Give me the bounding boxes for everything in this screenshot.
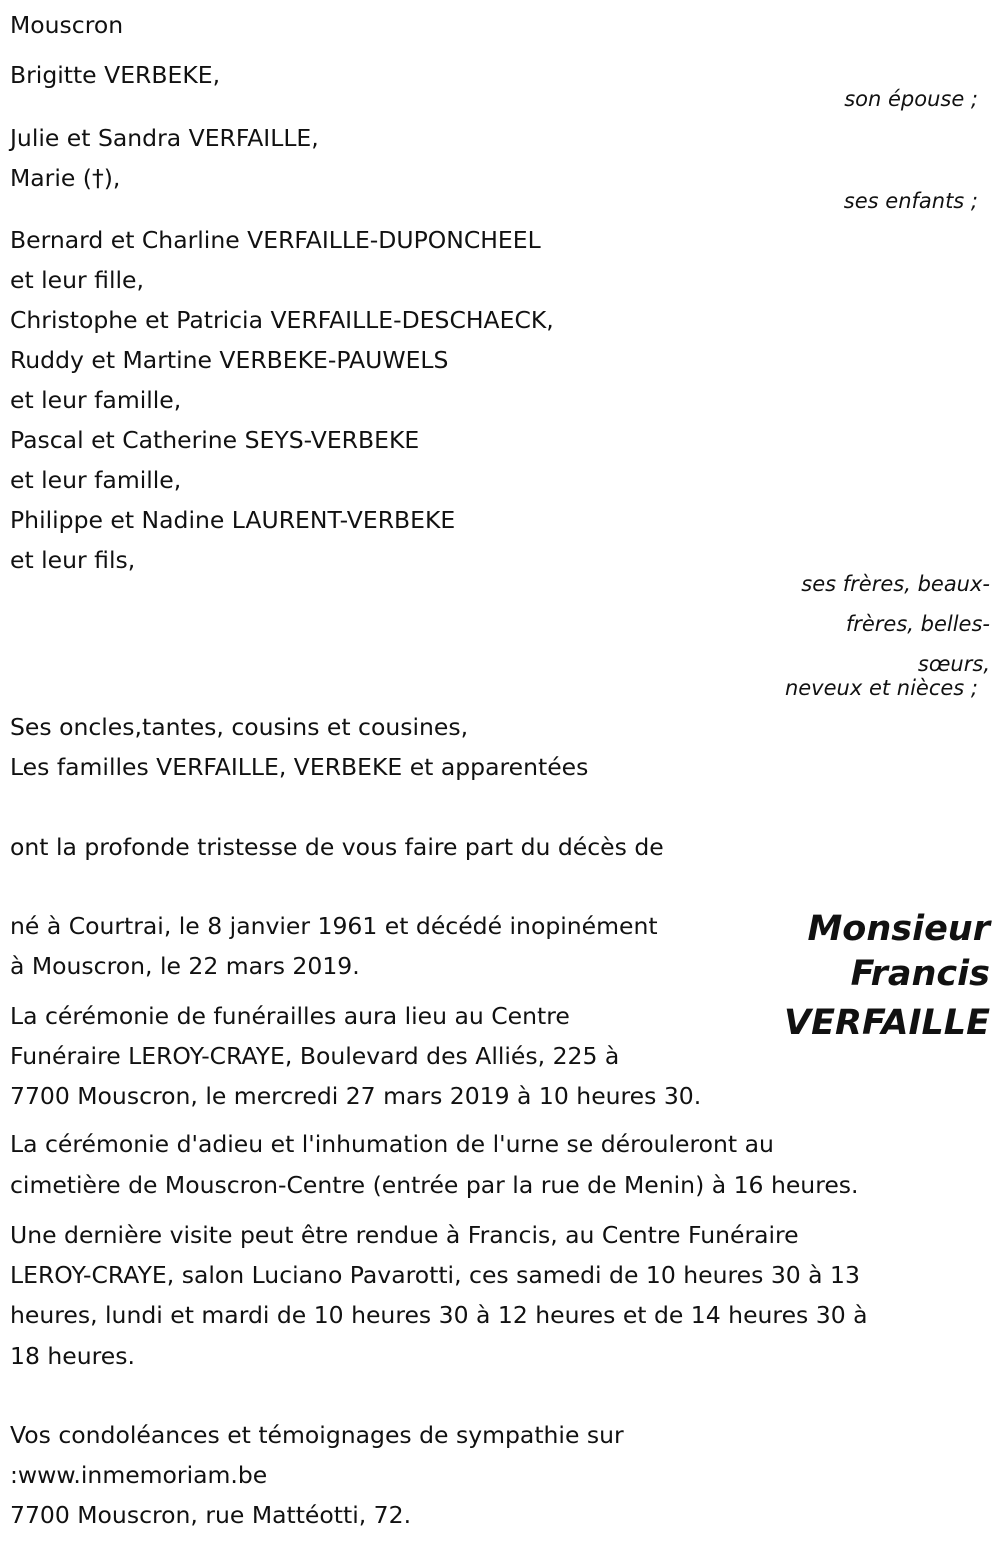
sibling-line: Bernard et Charline VERFAILLE-DUPONCHEEL	[10, 226, 541, 254]
sibling-line: Christophe et Patricia VERFAILLE-DESCHAECK,	[10, 306, 554, 334]
siblings-role: ses frères, beaux-	[801, 572, 990, 596]
condolences-line: Vos condoléances et témoignages de sympathie sur	[10, 1421, 624, 1449]
siblings-role: frères, belles-	[845, 612, 990, 636]
birth-line: à Mouscron, le 22 mars 2019.	[10, 952, 360, 980]
spouse-name: Brigitte VERBEKE,	[10, 61, 221, 89]
deceased-last-name: VERFAILLE	[784, 1003, 990, 1043]
spouse-role: son épouse ;	[844, 87, 978, 111]
siblings-role: sœurs,	[917, 652, 990, 676]
children-line: Marie (†),	[10, 164, 121, 192]
children-role: ses enfants ;	[843, 189, 978, 213]
announcement: ont la profonde tristesse de vous faire part du décès de	[10, 833, 664, 861]
ceremony-line: Funéraire LEROY-CRAYE, Boulevard des Alliés, 225 à	[10, 1042, 620, 1070]
sibling-line: Pascal et Catherine SEYS-VERBEKE	[10, 426, 420, 454]
burial-line: La cérémonie d'adieu et l'inhumation de l'urne se dérouleront au	[10, 1130, 774, 1158]
extended-line: Les familles VERFAILLE, VERBEKE et apparentées	[10, 753, 589, 781]
sibling-line: et leur fille,	[10, 266, 144, 294]
visit-line: LEROY-CRAYE, salon Luciano Pavarotti, ces samedi de 10 heures 30 à 13	[10, 1261, 860, 1289]
visit-line: heures, lundi et mardi de 10 heures 30 à 12 heures et de 14 heures 30 à	[10, 1301, 868, 1329]
condolences-website[interactable]: :www.inmemoriam.be	[10, 1461, 268, 1489]
children-line: Julie et Sandra VERFAILLE,	[10, 124, 319, 152]
ceremony-line: 7700 Mouscron, le mercredi 27 mars 2019 à 10 heures 30.	[10, 1082, 702, 1110]
birth-line: né à Courtrai, le 8 janvier 1961 et décédé inopinément	[10, 912, 658, 940]
location: Mouscron	[10, 11, 124, 39]
extended-line: Ses oncles,tantes, cousins et cousines,	[10, 713, 469, 741]
sibling-line: Philippe et Nadine LAURENT-VERBEKE	[10, 506, 456, 534]
sibling-line: et leur fils,	[10, 546, 136, 574]
sibling-line: et leur famille,	[10, 466, 182, 494]
siblings-role: neveux et nièces ;	[784, 676, 978, 700]
deceased-title: Monsieur	[807, 909, 990, 949]
sibling-line: Ruddy et Martine VERBEKE-PAUWELS	[10, 346, 449, 374]
burial-line: cimetière de Mouscron-Centre (entrée par la rue de Menin) à 16 heures.	[10, 1171, 859, 1199]
visit-line: Une dernière visite peut être rendue à Francis, au Centre Funéraire	[10, 1221, 799, 1249]
ceremony-line: La cérémonie de funérailles aura lieu au Centre	[10, 1002, 570, 1030]
visit-line: 18 heures.	[10, 1342, 135, 1370]
sibling-line: et leur famille,	[10, 386, 182, 414]
deceased-first-name: Francis	[850, 954, 990, 994]
funeral-home-address: 7700 Mouscron, rue Mattéotti, 72.	[10, 1501, 412, 1529]
